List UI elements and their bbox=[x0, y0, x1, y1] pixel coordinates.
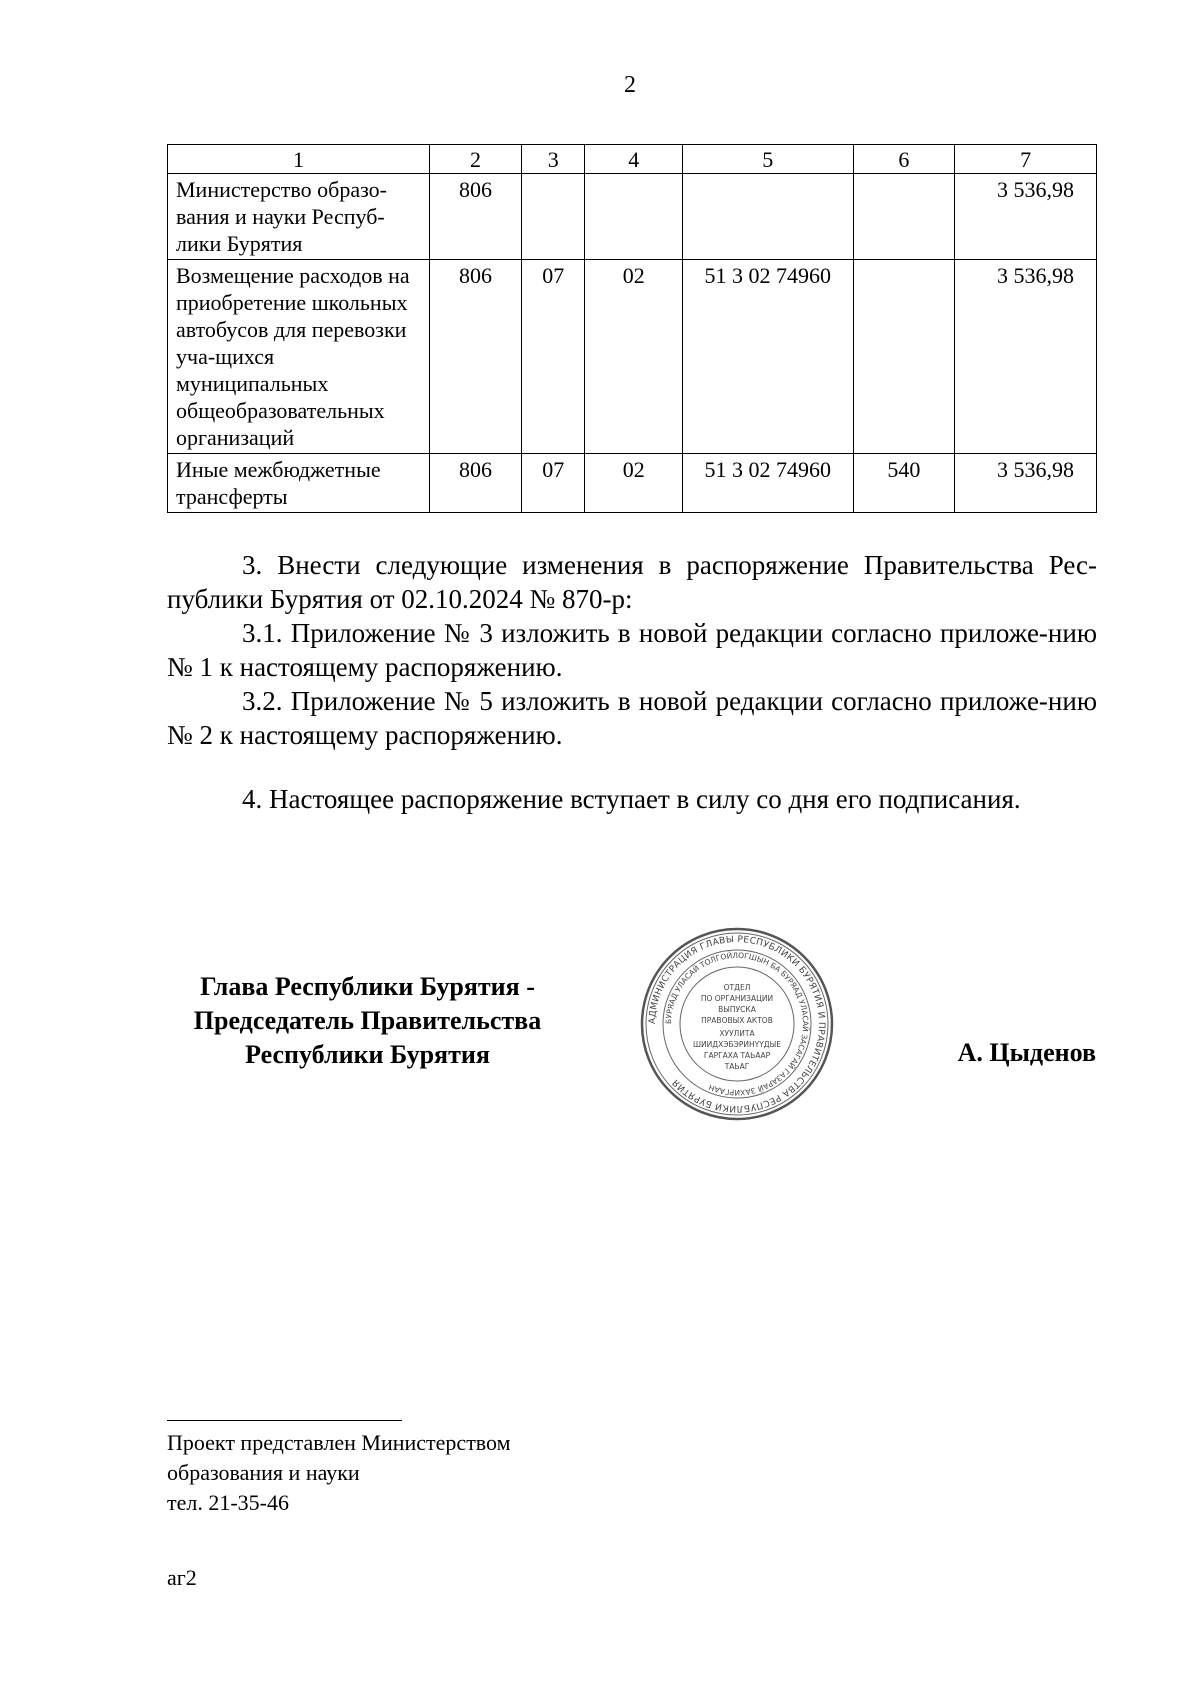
table-cell: 806 bbox=[430, 174, 522, 260]
table-header-cell: 3 bbox=[522, 145, 585, 174]
seal-center-line: ОТДЕЛ bbox=[723, 983, 751, 992]
budget-table bbox=[167, 144, 1097, 513]
paragraph-3-2: 3.2. Приложение № 5 изложить в новой редакции согласно приложе-нию № 2 к настоящему распоряжению. bbox=[167, 686, 1097, 750]
table-header-cell: 6 bbox=[853, 145, 955, 174]
table-cell: 02 bbox=[585, 260, 683, 454]
table-cell: 3 536,98 bbox=[955, 454, 1097, 513]
official-seal-icon bbox=[637, 924, 837, 1124]
signatory-name: А. Цыденов bbox=[957, 1038, 1096, 1067]
table-cell: 3 536,98 bbox=[955, 260, 1097, 454]
paragraph-3: 3. Внести следующие изменения в распоряжение Правительства Рес-публики Бурятия от 02.10.2024 № 870-р: bbox=[167, 550, 1097, 614]
table-cell bbox=[853, 260, 955, 454]
table-cell: 51 3 02 74960 bbox=[682, 260, 853, 454]
seal-center-line: ТАЬАГ bbox=[724, 1062, 750, 1071]
seal-center-line: ХУУЛИТА bbox=[719, 1029, 755, 1038]
signatory-title: Глава Республики Бурятия - Председатель Правительства Республики Бурятия bbox=[193, 972, 542, 1069]
table-cell: 3 536,98 bbox=[955, 174, 1097, 260]
table-row bbox=[168, 260, 1097, 454]
table-cell bbox=[853, 174, 955, 260]
table-header-cell: 1 bbox=[168, 145, 430, 174]
paragraph-3-1: 3.1. Приложение № 3 изложить в новой редакции согласно приложе-нию № 1 к настоящему распоряжению. bbox=[167, 618, 1097, 682]
paragraph-4: 4. Настоящее распоряжение вступает в силу со дня его подписания. bbox=[242, 784, 1021, 814]
document-code: аг2 bbox=[167, 1565, 197, 1590]
table-cell: 806 bbox=[430, 260, 522, 454]
table-cell bbox=[682, 174, 853, 260]
table-cell: 02 bbox=[585, 454, 683, 513]
page-number: 2 bbox=[624, 72, 636, 98]
seal-center-line: ПРАВОВЫХ АКТОВ bbox=[701, 1016, 773, 1025]
seal-center-line: ВЫПУСКА bbox=[718, 1005, 756, 1014]
table-header-cell: 4 bbox=[585, 145, 683, 174]
seal-inner-text: БУРЯАД УЛАСАЙ ТОЛГОЙЛОГШЫН БА БУРЯАД УЛАСАЙ ЗАСАГАЙ ГАЗАРАЙ ЗАХИРГААН bbox=[663, 950, 811, 1098]
seal-center-line: ГАРГАХА ТАЬААР bbox=[703, 1051, 771, 1060]
seal-outer-text: АДМИНИСТРАЦИЯ ГЛАВЫ РЕСПУБЛИКИ БУРЯТИЯ И ПРАВИТЕЛЬСТВА РЕСПУБЛИКИ БУРЯТИЯ bbox=[647, 934, 827, 1114]
footnote-line: тел. 21-35-46 bbox=[167, 1490, 290, 1515]
table-header-cell: 2 bbox=[430, 145, 522, 174]
table-cell: 806 bbox=[430, 454, 522, 513]
table-cell: 51 3 02 74960 bbox=[682, 454, 853, 513]
row-name-cell: Министерство образо-вания и науки Респуб-лики Бурятия bbox=[168, 174, 430, 260]
table-header-cell: 7 bbox=[955, 145, 1097, 174]
row-name-cell: Возмещение расходов на приобретение школьных автобусов для перевозки уча-щихся муниципальных общеобразовательных организаций bbox=[168, 260, 430, 454]
footnote-line: Проект представлен Министерством bbox=[167, 1430, 511, 1455]
footnote-divider bbox=[167, 1420, 402, 1421]
row-name-cell: Иные межбюджетные трансферты bbox=[168, 454, 430, 513]
table-cell: 07 bbox=[522, 260, 585, 454]
table-cell: 540 bbox=[853, 454, 955, 513]
table-header-row bbox=[168, 145, 1097, 174]
seal-center-line: ПО ОРГАНИЗАЦИИ bbox=[700, 994, 774, 1003]
table-cell: 07 bbox=[522, 454, 585, 513]
seal-center-line: ШИИДХЭБЭРИНҮҮДЫЕ bbox=[692, 1040, 782, 1049]
footnote-line: образования и науки bbox=[167, 1460, 360, 1485]
table-cell bbox=[522, 174, 585, 260]
footnote bbox=[167, 1428, 511, 1518]
table-row bbox=[168, 454, 1097, 513]
body-text bbox=[167, 548, 1097, 816]
table-cell bbox=[585, 174, 683, 260]
table-row bbox=[168, 174, 1097, 260]
table-header-cell: 5 bbox=[682, 145, 853, 174]
